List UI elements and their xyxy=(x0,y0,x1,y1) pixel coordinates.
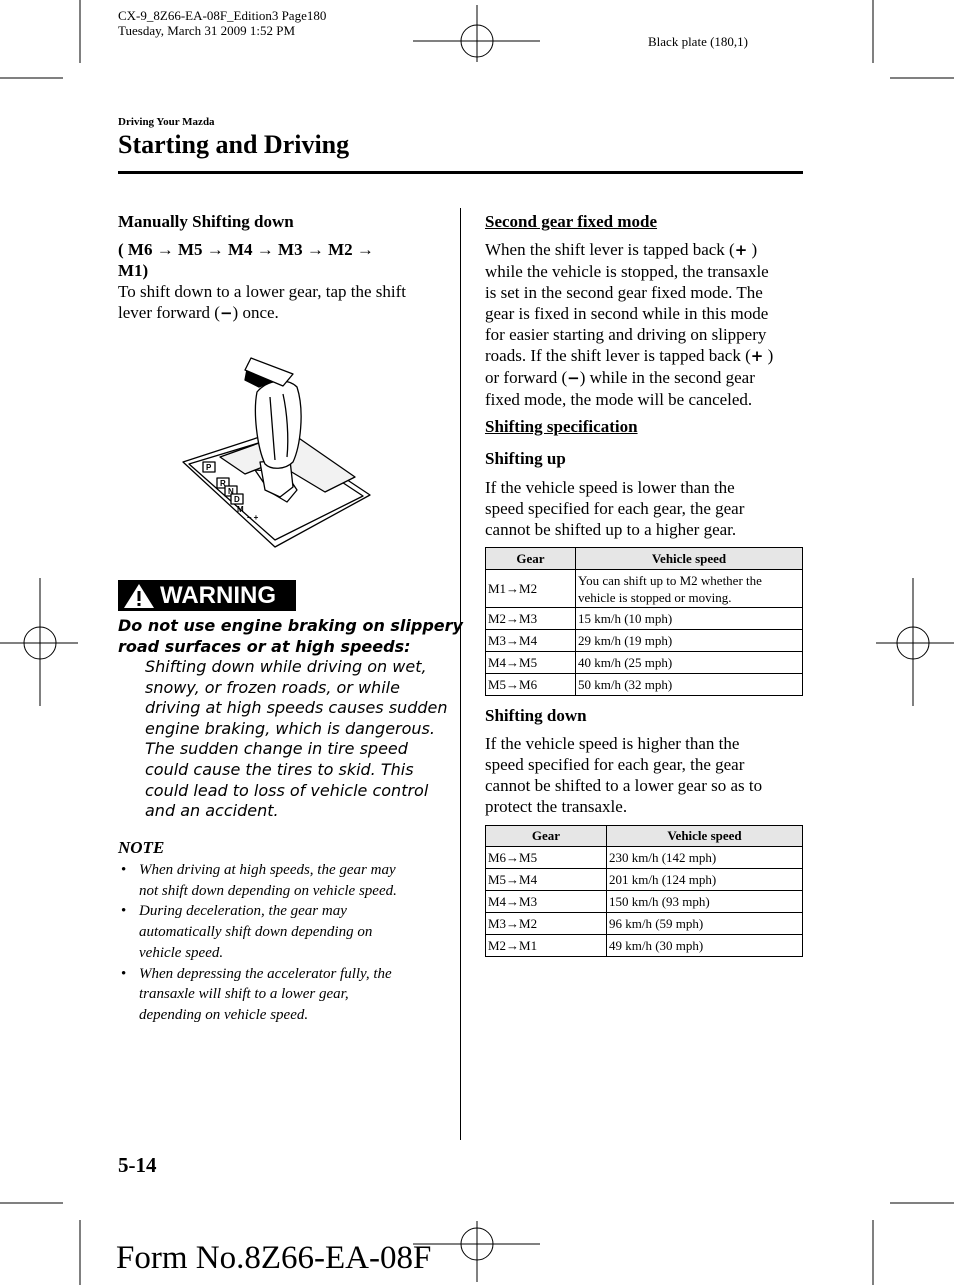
sg-line: fixed mode, the mode will be canceled. xyxy=(485,390,753,409)
shifting-down-body xyxy=(485,733,762,817)
note-item xyxy=(118,860,448,901)
note-line: When driving at high speeds, the gear may xyxy=(139,862,396,878)
note-line: When depressing the accelerator fully, the xyxy=(139,965,392,982)
warning-body-line: driving at high speeds causes sudden xyxy=(145,698,448,718)
gate-letter-d: D xyxy=(234,495,240,504)
speed-cell: 201 km/h (124 mph) xyxy=(607,869,803,891)
body-line: speed specified for each gear, the gear xyxy=(485,755,745,774)
note-title: NOTE xyxy=(118,838,165,857)
sg-text: or forward ( xyxy=(485,368,568,387)
sg-line xyxy=(485,239,805,261)
speed-cell: 29 km/h (19 mph) xyxy=(576,630,803,652)
table-row xyxy=(486,570,803,608)
gear-cell: M2→M1 xyxy=(486,935,607,957)
body-line: cannot be shifted up to a higher gear. xyxy=(485,520,737,539)
gate-letter-p: P xyxy=(206,463,212,472)
speed-cell: You can shift up to M2 whether the vehicle is stopped or moving. xyxy=(576,570,803,608)
warning-lead-line: road surfaces or at high speeds: xyxy=(118,636,411,656)
form-number: Form No.8Z66-EA-08F xyxy=(116,1240,432,1276)
warning-body-line: engine braking, which is dangerous. xyxy=(145,718,435,738)
bullet-icon: • xyxy=(121,903,127,920)
file-info-line2: Tuesday, March 31 2009 1:52 PM xyxy=(118,23,296,38)
sg-line: while the vehicle is stopped, the transaxle xyxy=(485,262,769,281)
table-row xyxy=(486,935,803,957)
shift-body-line1: To shift down to a lower gear, tap the shift xyxy=(118,282,407,301)
second-gear-body xyxy=(485,239,805,410)
gear-cell: M3→M4 xyxy=(486,630,576,652)
body-line: If the vehicle speed is higher than the xyxy=(485,734,740,753)
shift-up-table xyxy=(485,547,803,696)
file-info-line1: CX-9_8Z66-EA-08F_Edition3 Page180 xyxy=(118,8,327,23)
sg-line: gear is fixed in second while in this mode xyxy=(485,304,769,323)
column-header: Gear xyxy=(486,548,576,570)
table-row xyxy=(486,847,803,869)
sg-line: for easier starting and driving on slippery xyxy=(485,325,767,344)
speed-cell: 96 km/h (59 mph) xyxy=(607,913,803,935)
body-line: cannot be shifted to a lower gear so as to xyxy=(485,776,763,795)
body-line: If the vehicle speed is lower than the xyxy=(485,478,735,497)
column-divider xyxy=(460,208,461,1140)
shift-body-text-b: ) once. xyxy=(232,303,279,322)
table-row xyxy=(486,630,803,652)
sg-text: roads. If the shift lever is tapped back ( xyxy=(485,346,751,365)
warning-body-line: could lead to loss of vehicle control xyxy=(145,780,429,800)
table-header-row xyxy=(486,548,803,570)
gate-letter-n: N xyxy=(228,487,234,496)
sg-line: is set in the second gear fixed mode. The xyxy=(485,283,763,302)
minus-icon: − xyxy=(567,369,580,387)
note-item xyxy=(118,901,448,963)
gear-cell: M3→M2 xyxy=(486,913,607,935)
plus-icon: + xyxy=(750,347,764,365)
second-gear-heading: Second gear fixed mode xyxy=(485,212,658,231)
plate-label: Black plate (180,1) xyxy=(648,34,748,49)
warning-body-line: The sudden change in tire speed xyxy=(145,739,408,759)
table-row xyxy=(486,674,803,696)
note-line: transaxle will shift to a lower gear, xyxy=(139,986,349,1003)
speed-cell: 40 km/h (25 mph) xyxy=(576,652,803,674)
warning-body-line: snowy, or frozen roads, or while xyxy=(145,677,400,697)
shifting-down-heading: Shifting down xyxy=(485,706,587,725)
minus-icon: − xyxy=(219,304,233,322)
table-row xyxy=(486,652,803,674)
gear-cell: M5→M4 xyxy=(486,869,607,891)
gear-cell: M2→M3 xyxy=(486,608,576,630)
shift-body-text-a: lever forward ( xyxy=(118,303,220,322)
speed-cell: 150 km/h (93 mph) xyxy=(607,891,803,913)
sg-line xyxy=(485,367,805,389)
gate-letter-r: R xyxy=(220,479,226,488)
speed-cell: 230 km/h (142 mph) xyxy=(607,847,803,869)
column-header: Gear xyxy=(486,826,607,847)
table-header-row xyxy=(486,826,803,847)
page-title: Starting and Driving xyxy=(118,130,350,159)
sg-text: When the shift lever is tapped back ( xyxy=(485,240,735,259)
manual-shift-heading: Manually Shifting down xyxy=(118,212,294,231)
sg-text: ) xyxy=(767,346,774,365)
gear-cell: M4→M5 xyxy=(486,652,576,674)
warning-label-box xyxy=(118,580,296,611)
sg-text: ) while in the second gear xyxy=(579,368,755,387)
shift-sequence: ( M6 → M5 → M4 → M3 → M2 → xyxy=(118,240,374,259)
gear-cell: M5→M6 xyxy=(486,674,576,696)
sg-text: ) xyxy=(751,240,758,259)
table-row xyxy=(486,869,803,891)
note-line: vehicle speed. xyxy=(139,944,224,961)
warning-body-line: and an accident. xyxy=(145,801,279,821)
note-list xyxy=(118,860,448,1026)
warning-body-line: could cause the tires to skid. This xyxy=(145,759,414,779)
gate-mark-m: M xyxy=(237,505,244,514)
body-line: protect the transaxle. xyxy=(485,797,628,816)
note-line: not shift down depending on vehicle speed. xyxy=(139,882,397,899)
column-header: Vehicle speed xyxy=(576,548,803,570)
shifting-up-body xyxy=(485,477,744,540)
shifting-spec-heading: Shifting specification xyxy=(485,417,638,436)
warning-label: WARNING xyxy=(160,581,276,609)
page-number: 5-14 xyxy=(118,1153,157,1177)
speed-cell: 15 km/h (10 mph) xyxy=(576,608,803,630)
section-label: Driving Your Mazda xyxy=(118,116,215,128)
column-header: Vehicle speed xyxy=(607,826,803,847)
speed-cell: 50 km/h (32 mph) xyxy=(576,674,803,696)
note-line: During deceleration, the gear may xyxy=(139,903,347,920)
sg-line xyxy=(485,345,805,367)
plus-icon: + xyxy=(734,241,748,259)
warning-body xyxy=(145,657,447,822)
warning-lead xyxy=(118,616,463,657)
gear-cell: M6→M5 xyxy=(486,847,607,869)
bullet-icon: • xyxy=(121,965,127,982)
speed-cell: 49 km/h (30 mph) xyxy=(607,935,803,957)
shift-body-line2 xyxy=(118,302,279,324)
title-rule xyxy=(118,171,803,174)
shift-sequence-end: M1) xyxy=(118,261,149,280)
bullet-icon: • xyxy=(121,862,127,878)
warning-icon xyxy=(122,582,156,610)
note-item xyxy=(118,964,448,1026)
shift-down-table xyxy=(485,825,803,957)
warning-body-line: Shifting down while driving on wet, xyxy=(145,657,427,676)
gate-signs: – + xyxy=(247,513,259,522)
table-row xyxy=(486,891,803,913)
shift-lever-illustration xyxy=(175,352,375,552)
shifting-up-heading: Shifting up xyxy=(485,449,566,468)
table-row xyxy=(486,608,803,630)
note-line: automatically shift down depending on xyxy=(139,924,373,941)
gear-cell: M1→M2 xyxy=(486,570,576,608)
table-row xyxy=(486,913,803,935)
body-line: speed specified for each gear, the gear xyxy=(485,499,745,518)
warning-lead-line: Do not use engine braking on slippery xyxy=(118,616,463,635)
note-line: depending on vehicle speed. xyxy=(139,1006,309,1023)
gear-cell: M4→M3 xyxy=(486,891,607,913)
